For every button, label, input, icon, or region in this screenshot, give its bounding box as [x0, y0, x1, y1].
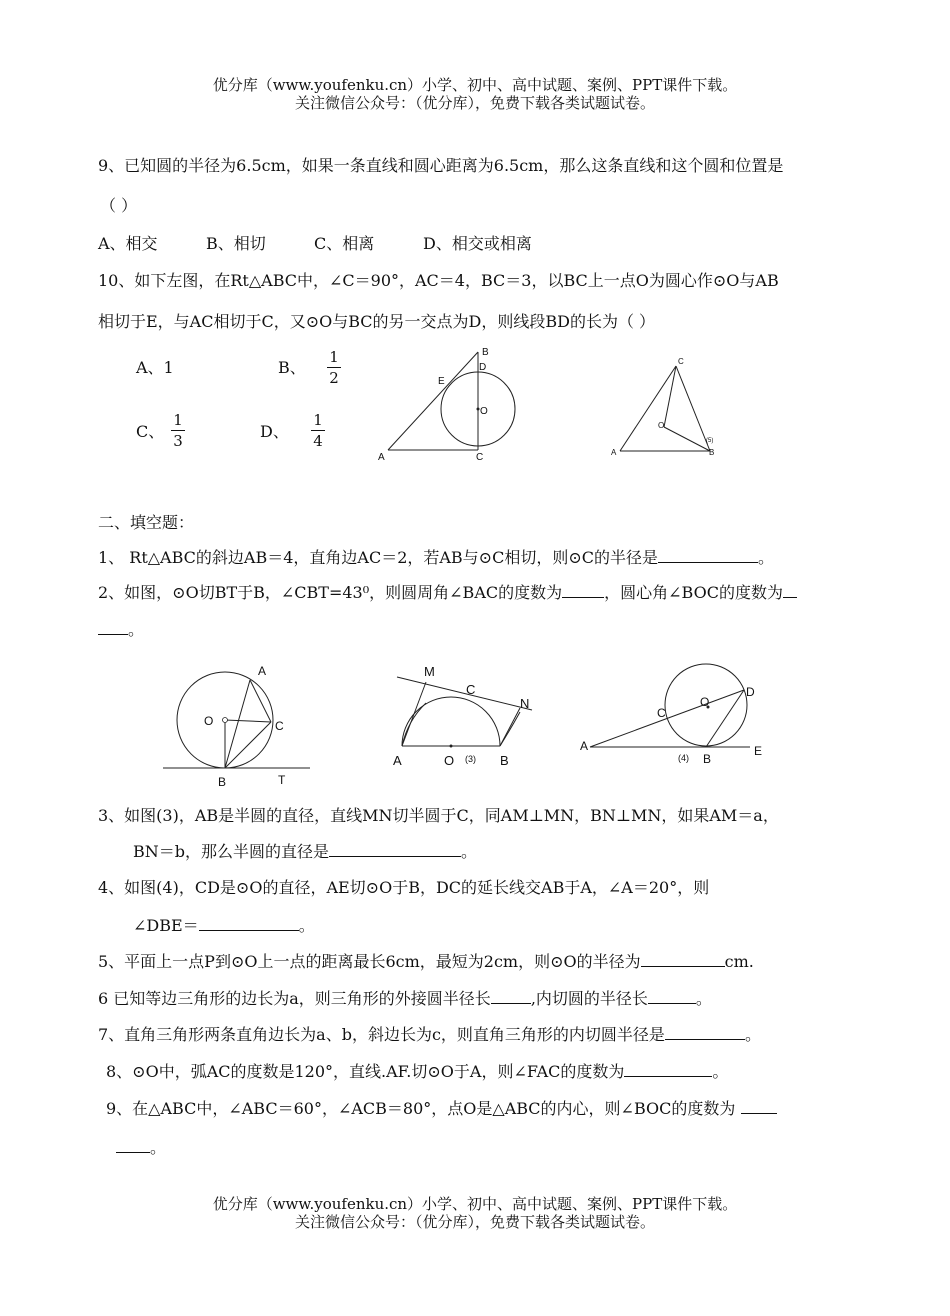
label-C: C: [275, 719, 284, 733]
label-D: D: [746, 685, 755, 699]
answer-blank[interactable]: [665, 1025, 745, 1040]
fill-q9-cont: [116, 1138, 166, 1158]
figure-caption: (3): [465, 754, 476, 764]
fill-q5-end: cm.: [724, 952, 754, 971]
answer-blank[interactable]: [329, 842, 461, 857]
q10-option-c: C、: [136, 422, 165, 441]
label-C: C: [678, 357, 684, 366]
q10-option-d: D、: [260, 422, 289, 441]
label-A: A: [258, 664, 267, 678]
fill-q2-mid: ，圆心角∠BOC的度数为: [604, 583, 783, 602]
label-B: B: [500, 753, 509, 768]
fill-q7: [98, 1025, 761, 1045]
label-O: O: [700, 695, 710, 709]
fill-q7-end: 。: [744, 1025, 761, 1044]
q10-line-1: 10、如下左图，在Rt△ABC中，∠C＝90°，AC＝4，BC＝3，以BC上一点O为圆心作⊙O与AB: [98, 271, 779, 290]
answer-blank[interactable]: [199, 916, 299, 931]
label-T: T: [278, 773, 286, 787]
answer-blank[interactable]: [116, 1138, 150, 1153]
fraction-denominator: 4: [313, 432, 323, 450]
q10-line-2: 相切于E，与AC相切于C，又⊙O与BC的另一交点为D，则线段BD的长为（ ）: [98, 312, 656, 331]
answer-blank[interactable]: [641, 952, 725, 967]
fraction-denominator: 2: [329, 369, 339, 387]
q10-option-a: A、1: [136, 358, 174, 377]
fill-q6-end: 。: [695, 989, 712, 1008]
fill-q4-text: ∠DBE＝: [133, 916, 199, 935]
q10-option-b: B、: [278, 358, 306, 377]
label-O: O: [204, 714, 214, 728]
answer-blank[interactable]: [491, 989, 531, 1004]
label-B: B: [703, 752, 712, 766]
label-O: O: [658, 421, 665, 430]
q9-paren: （ ）: [100, 196, 138, 215]
fill-q9-end: 。: [150, 1138, 167, 1157]
fill-q1-end: 。: [757, 548, 774, 567]
fill-q4-line-2: [133, 916, 315, 936]
fill-q2-end: 。: [128, 620, 145, 639]
label-C: C: [657, 706, 666, 720]
fill-q7-text: 7、直角三角形两条直角边长为a、b，斜边长为c，则直角三角形的内切圆半径是: [98, 1025, 665, 1044]
answer-blank[interactable]: [648, 989, 696, 1004]
fill-q5-text: 5、平面上一点P到⊙O上一点的距离最长6cm，最短为2cm，则⊙O的半径为: [98, 952, 641, 971]
fill-q3-line-1: 3、如图(3)，AB是半圆的直径，直线MN切半圆于C，同AM⊥MN，BN⊥MN，如果AM＝a，: [98, 806, 779, 825]
fill-q6: [98, 989, 712, 1009]
fill-q6-text: 6 已知等边三角形的边长为a，则三角形的外接圆半径长: [98, 989, 491, 1008]
footer-line-2: 关注微信公众号：（优分库），免费下载各类试题试卷。: [294, 1213, 655, 1231]
fill-q3-line-2: [133, 842, 477, 862]
label-E: E: [438, 376, 445, 387]
label-B: B: [709, 448, 715, 457]
header-line-1: 优分库（www.youfenku.cn）小学、初中、高中试题、案例、PPT课件下载。: [212, 76, 738, 94]
fill-q3-end: 。: [461, 842, 478, 861]
footer-line-1: 优分库（www.youfenku.cn）小学、初中、高中试题、案例、PPT课件下载。: [212, 1195, 738, 1213]
label-M: M: [424, 664, 435, 679]
q9-option-b: B、相切: [206, 234, 266, 253]
fill-q8-end: 。: [712, 1062, 729, 1081]
label-A: A: [611, 448, 617, 457]
label-E: E: [754, 744, 763, 758]
label-O: O: [480, 406, 488, 417]
fill-q1-text: 1、 Rt△ABC的斜边AB＝4，直角边AC＝2，若AB与⊙C相切，则⊙C的半径是: [98, 548, 658, 567]
label-A: A: [580, 739, 589, 753]
fill-q5: [98, 952, 754, 972]
q9-option-c: C、相离: [314, 234, 375, 253]
answer-blank[interactable]: [624, 1062, 712, 1077]
figure-caption: (4): [678, 753, 689, 763]
q9-option-d: D、相交或相离: [423, 234, 532, 253]
fraction-denominator: 3: [173, 432, 183, 450]
fill-q6-mid: ,内切圆的半径长: [530, 989, 648, 1008]
fill-q8: [106, 1062, 728, 1082]
answer-blank[interactable]: [741, 1099, 777, 1114]
fill-q3-text: BN＝b，那么半圆的直径是: [133, 842, 330, 861]
label-A: A: [378, 452, 385, 463]
section-title: 二、填空题：: [98, 513, 195, 532]
fraction-numerator: 1: [329, 348, 339, 366]
fill-q9: [106, 1099, 777, 1119]
q9-text: 9、已知圆的半径为6.5cm，如果一条直线和圆心距离为6.5cm，那么这条直线和这个圆和位置是: [98, 156, 784, 175]
label-B: B: [218, 775, 227, 789]
q9-option-a: A、相交: [98, 234, 158, 253]
label-D: D: [479, 362, 487, 373]
fraction-numerator: 1: [173, 411, 183, 429]
label-N: N: [520, 696, 530, 711]
label-O: O: [444, 753, 455, 768]
fill-q8-text: 8、⊙O中，弧AC的度数是120°，直线.AF.切⊙O于A，则∠FAC的度数为: [106, 1062, 625, 1081]
label-C: C: [466, 682, 476, 697]
fraction-numerator: 1: [313, 411, 323, 429]
fill-q2-text: 2、如图，⊙O切BT于B，∠CBT=43⁰，则圆周角∠BAC的度数为: [98, 583, 563, 602]
label-B: B: [482, 347, 489, 358]
header-line-2: 关注微信公众号：（优分库），免费下载各类试题试卷。: [294, 94, 655, 112]
label-C: C: [476, 452, 484, 463]
figure-caption: (5): [706, 438, 714, 444]
fill-q4-line-1: 4、如图(4)，CD是⊙O的直径，AE切⊙O于B，DC的延长线交AB于A，∠A＝20°，则: [98, 878, 710, 897]
fill-q4-end: 。: [298, 916, 315, 935]
fill-q9-text: 9、在△ABC中，∠ABC＝60°，∠ACB＝80°，点O是△ABC的内心，则∠BOC的度数为: [106, 1099, 736, 1118]
label-A: A: [393, 753, 402, 768]
